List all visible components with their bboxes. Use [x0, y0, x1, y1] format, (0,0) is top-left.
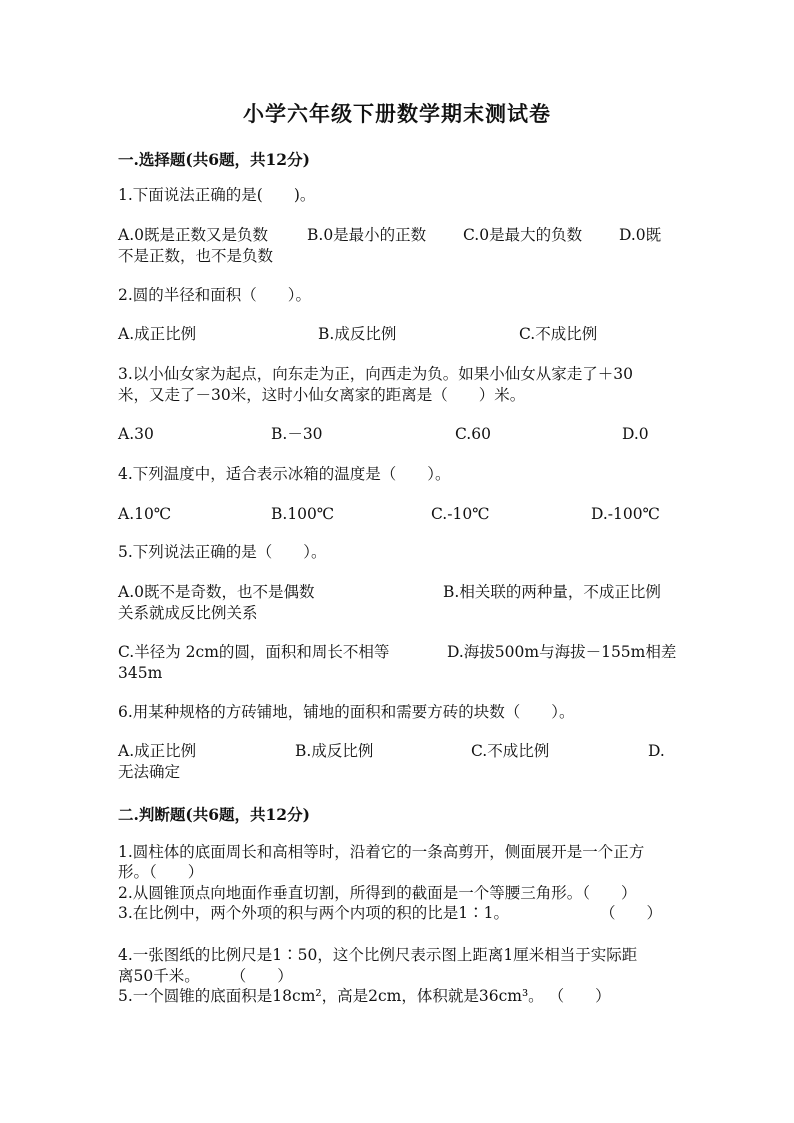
question-4-option-a: A.10℃ — [118, 505, 172, 523]
question-1-stem: 1.下面说法正确的是( )。 — [118, 186, 316, 204]
question-2-option-a: A.成正比例 — [118, 325, 197, 343]
section-heading-judgment: 二.判断题(共6题，共12分) — [118, 805, 310, 824]
question-6-option-d-continued: 无法确定 — [118, 763, 181, 781]
judgment-1-line2: 形。（ ） — [118, 863, 204, 881]
question-5-option-c: C.半径为 2cm的圆，面积和周长不相等 — [118, 643, 390, 661]
question-3-option-d: D.0 — [622, 425, 649, 443]
question-4-option-b: B.100℃ — [271, 505, 335, 523]
question-1-option-b: B.0是最小的正数 — [307, 226, 427, 244]
judgment-3-answer-blank: （ ） — [600, 904, 663, 922]
judgment-4-line2: 离50千米。 （ ） — [118, 967, 293, 985]
question-2-option-b: B.成反比例 — [318, 325, 397, 343]
question-4-stem: 4.下列温度中，适合表示冰箱的温度是（ ）。 — [118, 465, 451, 483]
judgment-2: 2.从圆锥顶点向地面作垂直切割，所得到的截面是一个等腰三角形。（ ） — [118, 884, 637, 902]
judgment-4-line1: 4.一张图纸的比例尺是1∶50，这个比例尺表示图上距离1厘米相当于实际距 — [118, 946, 638, 964]
question-6-option-b: B.成反比例 — [295, 742, 374, 760]
question-3-option-a: A.30 — [118, 425, 154, 443]
question-3-option-b: B.－30 — [271, 425, 323, 443]
question-5-option-d-continued: 345m — [118, 664, 163, 682]
question-1-option-a: A.0既是正数又是负数 — [118, 226, 268, 244]
question-6-stem: 6.用某种规格的方砖铺地，铺地的面积和需要方砖的块数（ ）。 — [118, 703, 575, 721]
question-1-option-d-continued: 不是正数，也不是负数 — [118, 247, 274, 265]
page-title: 小学六年级下册数学期末测试卷 — [243, 101, 551, 126]
question-3-stem-line1: 3.以小仙女家为起点，向东走为正，向西走为负。如果小仙女从家走了＋30 — [118, 365, 634, 383]
question-5-option-d: D.海拔500m与海拔－155m相差 — [447, 643, 677, 661]
question-3-option-c: C.60 — [455, 425, 491, 443]
section-heading-choice: 一.选择题(共6题，共12分) — [118, 150, 310, 169]
question-2-stem: 2.圆的半径和面积（ ）。 — [118, 286, 312, 304]
question-6-option-a: A.成正比例 — [118, 742, 197, 760]
question-6-option-c: C.不成比例 — [471, 742, 550, 760]
question-1-option-c: C.0是最大的负数 — [463, 226, 583, 244]
question-1-option-d: D.0既 — [619, 226, 662, 244]
question-4-option-c: C.-10℃ — [431, 505, 490, 523]
question-5-option-b-continued: 关系就成反比例关系 — [118, 604, 258, 622]
question-3-stem-line2: 米，又走了－30米，这时小仙女离家的距离是（ ）米。 — [118, 386, 526, 404]
judgment-1-line1: 1.圆柱体的底面周长和高相等时，沿着它的一条高剪开，侧面展开是一个正方 — [118, 843, 645, 861]
question-4-option-d: D.-100℃ — [591, 505, 660, 523]
question-5-option-a: A.0既不是奇数，也不是偶数 — [118, 583, 315, 601]
question-6-option-d: D. — [648, 742, 665, 760]
judgment-3: 3.在比例中，两个外项的积与两个内项的积的比是1∶1。 — [118, 904, 510, 922]
question-2-option-c: C.不成比例 — [519, 325, 598, 343]
judgment-5: 5.一个圆锥的底面积是18cm²，高是2cm，体积就是36cm³。 （ ） — [118, 987, 611, 1005]
question-5-option-b: B.相关联的两种量，不成正比例 — [443, 583, 661, 601]
question-5-stem: 5.下列说法正确的是（ ）。 — [118, 543, 327, 561]
